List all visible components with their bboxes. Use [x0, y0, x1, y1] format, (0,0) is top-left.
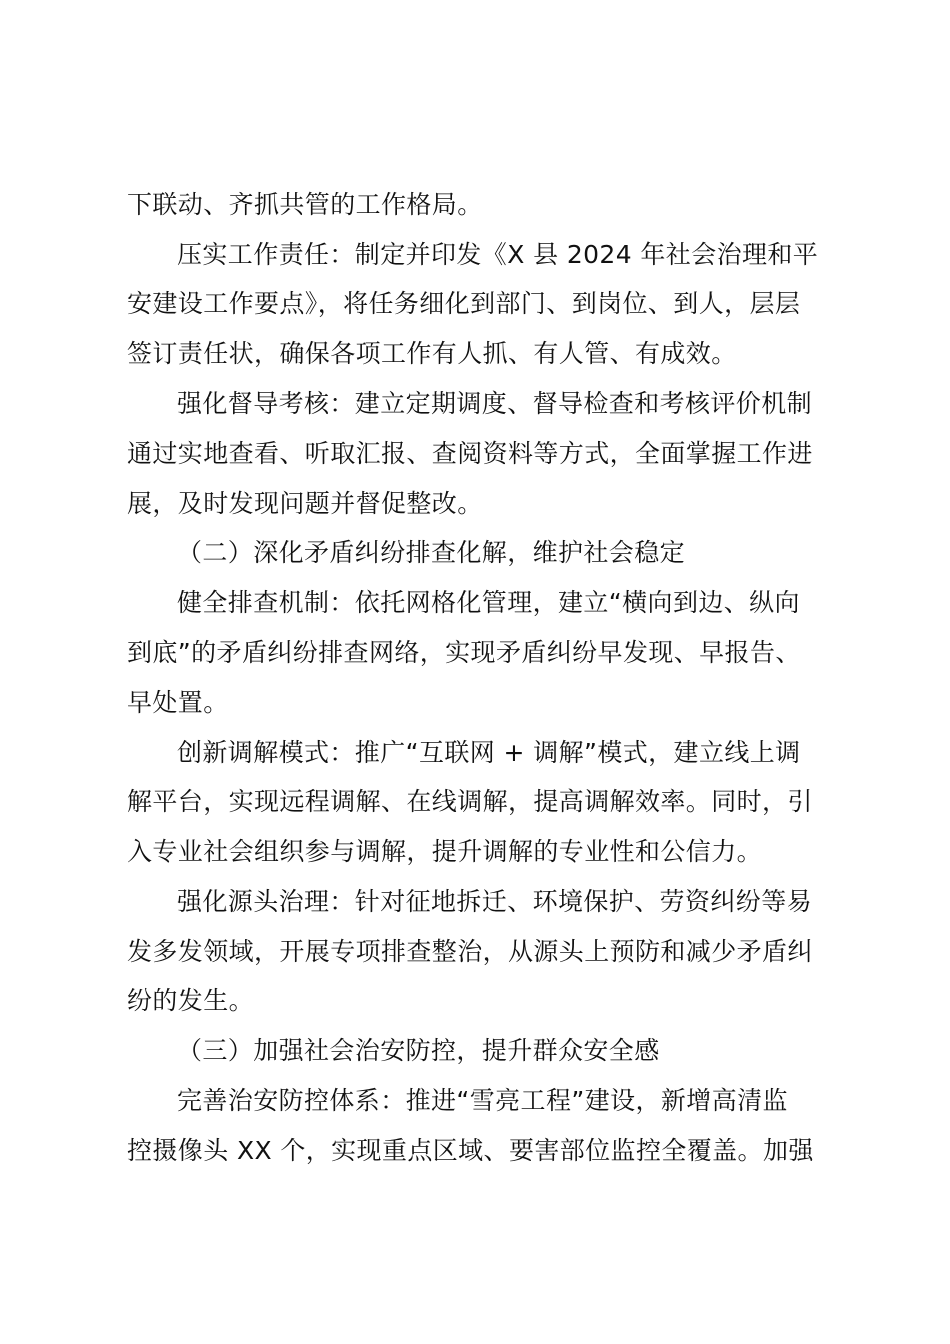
paragraph-responsibility-line-1: 压实工作责任：制定并印发《X 县 2024 年社会治理和平 — [177, 240, 819, 269]
paragraph-source-governance-line-1: 强化源头治理：针对征地拆迁、环境保护、劳资纠纷等易 — [177, 887, 813, 916]
paragraph-responsibility-line-2: 安建设工作要点》，将任务细化到部门、到岗位、到人，层层 — [127, 289, 801, 318]
paragraph-mediation-line-1: 创新调解模式：推广“互联网 + 调解”模式，建立线上调 — [177, 738, 801, 767]
text-line-1: 下联动、齐抓共管的工作格局。 — [127, 190, 483, 219]
paragraph-security-line-2: 控摄像头 XX 个，实现重点区域、要害部位监控全覆盖。加强 — [127, 1136, 814, 1165]
paragraph-screening-line-2: 到底”的矛盾纠纷排查网络，实现矛盾纠纷早发现、早报告、 — [127, 638, 801, 667]
section-heading-2: （二）深化矛盾纠纷排查化解，维护社会稳定 — [177, 538, 686, 567]
paragraph-security-line-1: 完善治安防控体系：推进“雪亮工程”建设，新增高清监 — [177, 1086, 788, 1115]
paragraph-source-governance-line-2: 发多发领域，开展专项排查整治，从源头上预防和减少矛盾纠 — [127, 937, 813, 966]
paragraph-screening-line-3: 早处置。 — [127, 688, 229, 717]
paragraph-supervision-line-3: 展，及时发现问题并督促整改。 — [127, 489, 483, 518]
paragraph-supervision-line-2: 通过实地查看、听取汇报、查阅资料等方式，全面掌握工作进 — [127, 439, 813, 468]
paragraph-source-governance-line-3: 纷的发生。 — [127, 986, 255, 1015]
paragraph-screening-line-1: 健全排查机制：依托网格化管理，建立“横向到边、纵向 — [177, 588, 800, 617]
paragraph-mediation-line-2: 解平台，实现远程调解、在线调解，提高调解效率。同时，引 — [127, 787, 813, 816]
paragraph-mediation-line-3: 入专业社会组织参与调解，提升调解的专业性和公信力。 — [127, 837, 763, 866]
paragraph-responsibility-line-3: 签订责任状，确保各项工作有人抓、有人管、有成效。 — [127, 339, 737, 368]
section-heading-3: （三）加强社会治安防控，提升群众安全感 — [177, 1036, 660, 1065]
paragraph-supervision-line-1: 强化督导考核：建立定期调度、督导检查和考核评价机制 — [177, 389, 813, 418]
